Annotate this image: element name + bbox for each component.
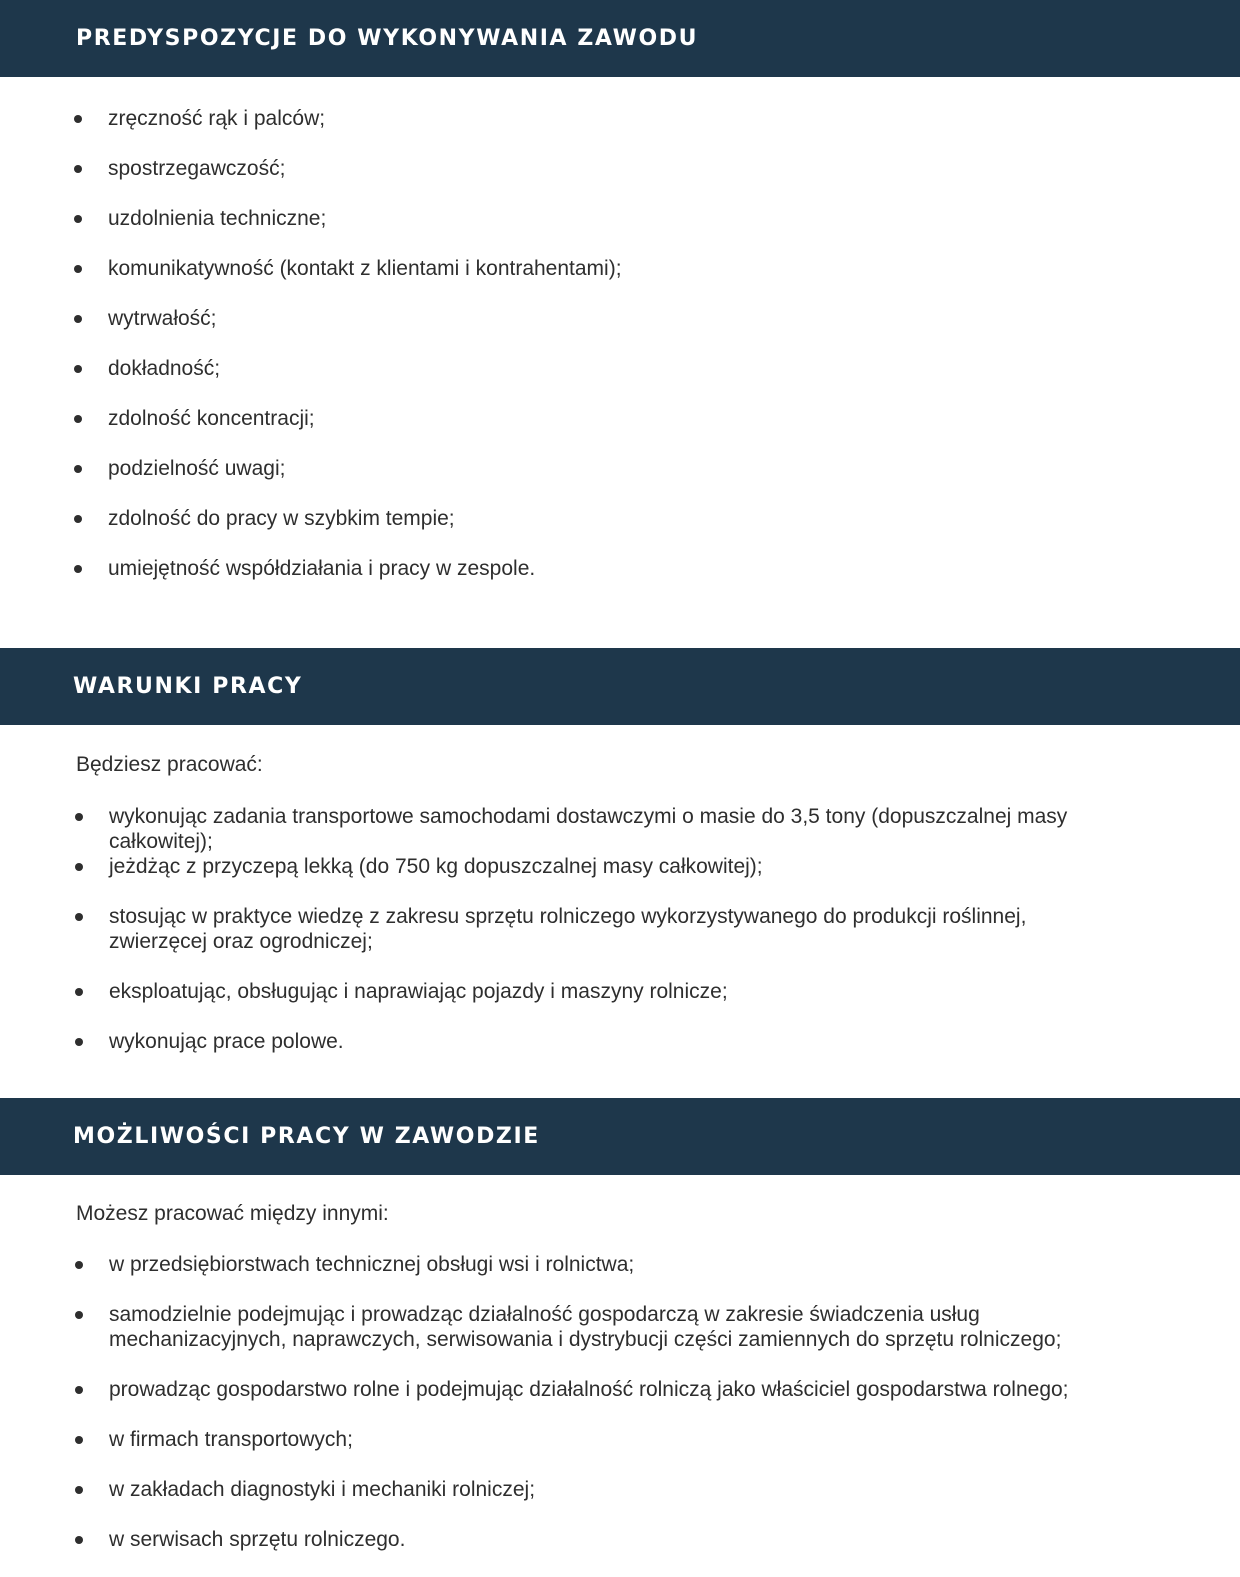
list-item: dokładność; <box>0 356 1240 406</box>
bullet-icon <box>75 988 83 996</box>
bullet-icon <box>74 565 82 573</box>
bullet-icon <box>75 1486 83 1494</box>
job-opportunities-list <box>0 1252 1240 1577</box>
list-item: samodzielnie podejmując i prowadząc działalność gospodarczą w zakresie świadczenia usług mechanizacyjnych, naprawczych, serwisowania i dystrybucji części zamiennych do sprzętu rolniczego; <box>0 1302 1240 1377</box>
bullet-icon <box>75 1261 83 1269</box>
bullet-icon <box>75 913 83 921</box>
list-item: spostrzegawczość; <box>0 156 1240 206</box>
predispositions-list <box>0 106 1240 606</box>
bullet-icon <box>75 1536 83 1544</box>
bullet-icon <box>75 813 83 821</box>
bullet-icon <box>74 365 82 373</box>
bullet-icon <box>74 115 82 123</box>
section-header-mozliwosci-pracy <box>0 1098 1240 1175</box>
bullet-icon <box>75 1436 83 1444</box>
bullet-icon <box>74 465 82 473</box>
list-item: w zakładach diagnostyki i mechaniki rolniczej; <box>0 1477 1240 1527</box>
list-item: wytrwałość; <box>0 306 1240 356</box>
list-item: eksploatując, obsługując i naprawiając pojazdy i maszyny rolnicze; <box>0 979 1240 1029</box>
bullet-icon <box>75 1386 83 1394</box>
bullet-icon <box>74 215 82 223</box>
work-conditions-list <box>0 804 1240 1079</box>
bullet-icon <box>74 265 82 273</box>
list-item: komunikatywność (kontakt z klientami i kontrahentami); <box>0 256 1240 306</box>
list-item: podzielność uwagi; <box>0 456 1240 506</box>
list-item: umiejętność współdziałania i pracy w zespole. <box>0 556 1240 606</box>
bullet-icon <box>74 415 82 423</box>
list-item: zdolność do pracy w szybkim tempie; <box>0 506 1240 556</box>
section-title: WARUNKI PRACY <box>73 674 303 699</box>
bullet-icon <box>75 1311 83 1319</box>
section-intro: Możesz pracować między innymi: <box>76 1202 389 1225</box>
list-item: prowadząc gospodarstwo rolne i podejmując działalność rolniczą jako właściciel gospodarstwa rolnego; <box>0 1377 1240 1427</box>
list-item: zdolność koncentracji; <box>0 406 1240 456</box>
list-item: zręczność rąk i palców; <box>0 106 1240 156</box>
list-item: wykonując prace polowe. <box>0 1029 1240 1079</box>
bullet-icon <box>74 315 82 323</box>
list-item: wykonując zadania transportowe samochodami dostawczymi o masie do 3,5 tony (dopuszczalnej masy całkowitej); <box>0 804 1240 854</box>
list-item: w przedsiębiorstwach technicznej obsługi wsi i rolnictwa; <box>0 1252 1240 1302</box>
section-title: MOŻLIWOŚCI PRACY W ZAWODZIE <box>73 1124 540 1149</box>
section-header-warunki-pracy <box>0 648 1240 725</box>
bullet-icon <box>75 863 83 871</box>
list-item: w firmach transportowych; <box>0 1427 1240 1477</box>
section-title: PREDYSPOZYCJE DO WYKONYWANIA ZAWODU <box>76 26 699 51</box>
bullet-icon <box>74 165 82 173</box>
list-item: jeżdżąc z przyczepą lekką (do 750 kg dopuszczalnej masy całkowitej); <box>0 854 1240 904</box>
bullet-icon <box>74 515 82 523</box>
section-header-predyspozycje <box>0 0 1240 77</box>
list-item: stosując w praktyce wiedzę z zakresu sprzętu rolniczego wykorzystywanego do produkcji roślinnej, zwierzęcej oraz ogrodniczej; <box>0 904 1240 979</box>
list-item: uzdolnienia techniczne; <box>0 206 1240 256</box>
bullet-icon <box>75 1038 83 1046</box>
list-item: w serwisach sprzętu rolniczego. <box>0 1527 1240 1577</box>
section-intro: Będziesz pracować: <box>76 753 263 776</box>
